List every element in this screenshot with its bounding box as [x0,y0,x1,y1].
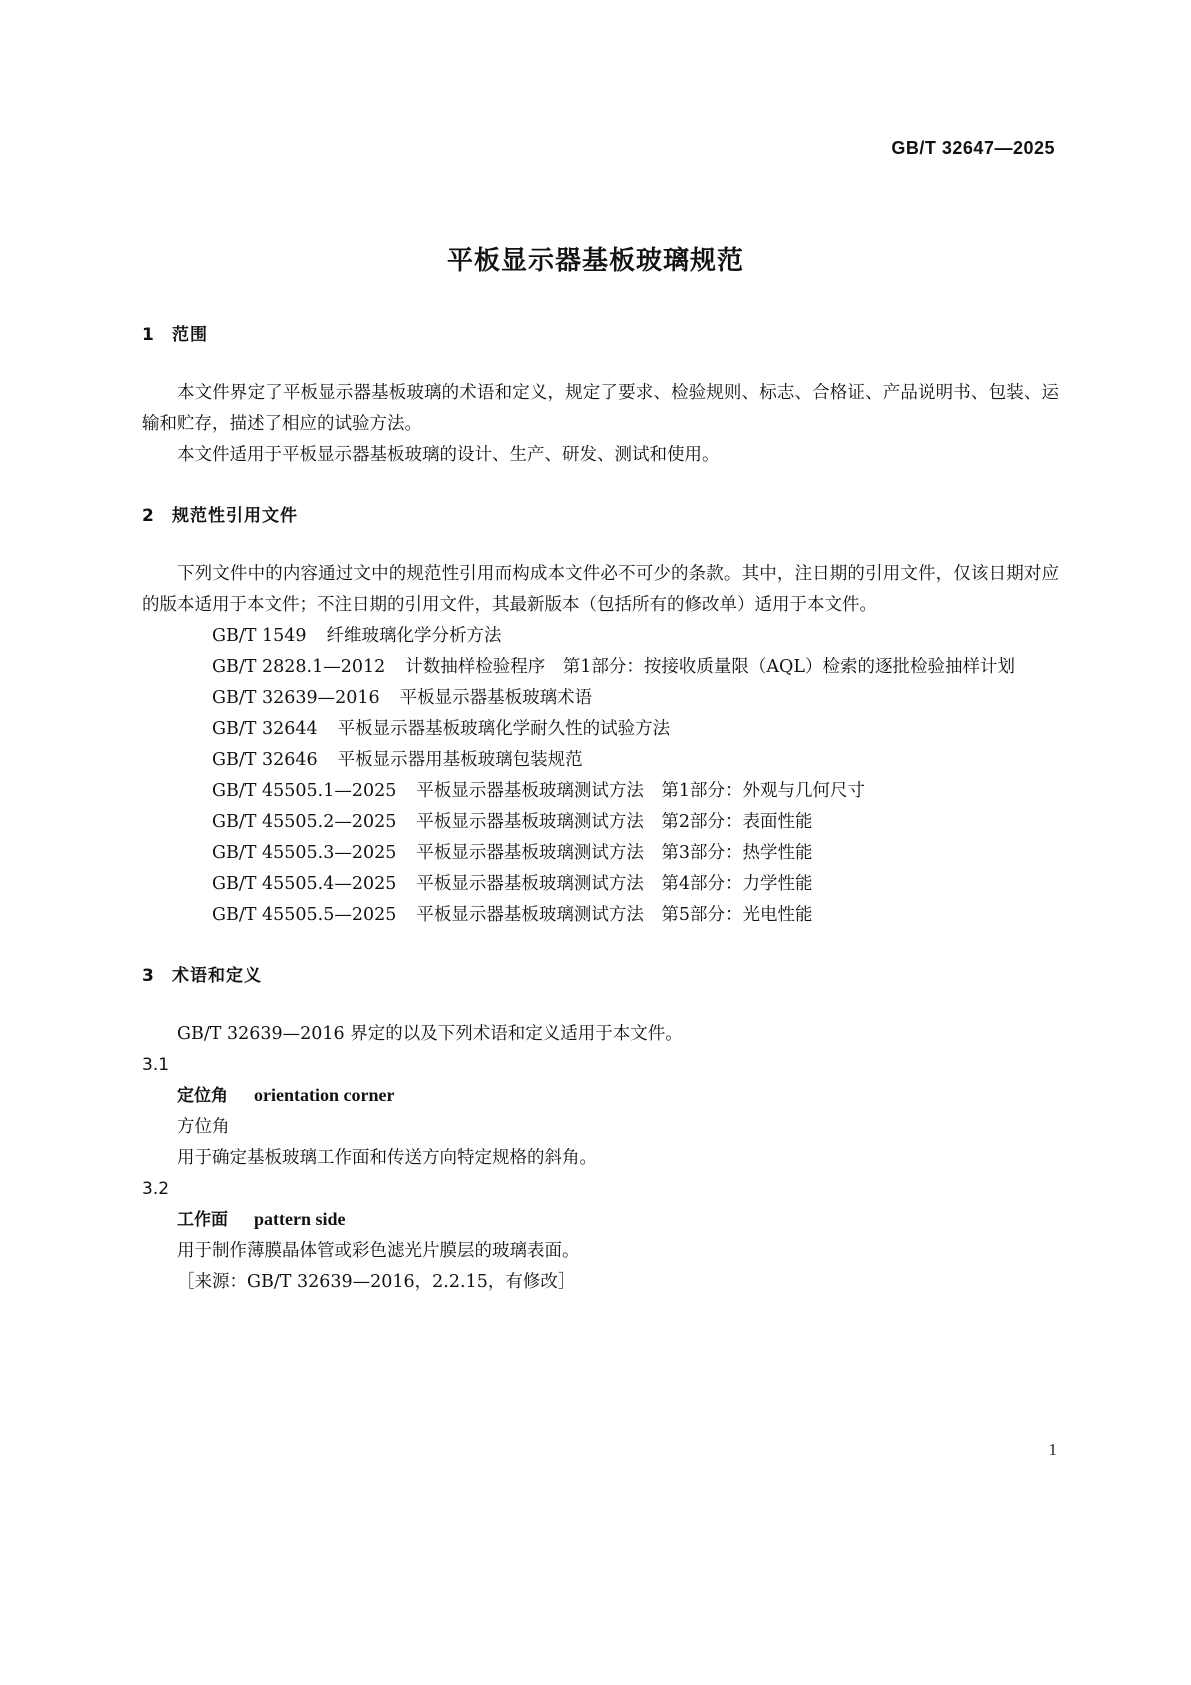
reference-item [142,900,1059,931]
reference-code: GB/T 32639—2016 [212,688,380,708]
reference-item [142,683,1059,714]
reference-code: GB/T 45505.3—2025 [212,843,397,863]
reference-item [142,869,1059,900]
reference-code: GB/T 32644 [212,719,318,739]
paragraph: 本文件适用于平板显示器基板玻璃的设计、生产、研发、测试和使用。 [177,445,720,465]
standard-code: GB/T 32647—2025 [891,138,1055,158]
reference-code: GB/T 1549 [212,626,307,646]
reference-title: 平板显示器基板玻璃术语 [399,688,593,708]
reference-item [142,776,1059,807]
reference-code: GB/T 45505.5—2025 [212,905,397,925]
reference-title: 平板显示器基板玻璃测试方法 第3部分：热学性能 [416,843,813,863]
reference-code: GB/T 45505.2—2025 [212,812,397,832]
term-heading [142,1080,1059,1112]
section-1-heading [142,320,1059,350]
term-number: 3.2 [142,1179,170,1199]
term-english: pattern side [254,1209,346,1229]
reference-title: 平板显示器基板玻璃测试方法 第5部分：光电性能 [416,905,813,925]
term-chinese: 工作面 [177,1210,228,1230]
section-title: 规范性引用文件 [172,506,298,526]
term-definition: 用于制作薄膜晶体管或彩色滤光片膜层的玻璃表面。 [177,1241,580,1261]
term-heading [142,1204,1059,1236]
reference-item [142,714,1059,745]
reference-code: GB/T 45505.4—2025 [212,874,397,894]
page-number: 1 [1048,1440,1057,1459]
reference-title: 平板显示器基板玻璃测试方法 第1部分：外观与几何尺寸 [416,781,866,801]
reference-item [142,838,1059,869]
reference-item [142,745,1059,776]
term-alternative: 方位角 [177,1117,230,1137]
section-number: 1 [142,325,154,345]
reference-list [142,621,1059,931]
reference-item [142,621,1059,652]
paragraph: GB/T 32639—2016 界定的以及下列术语和定义适用于本文件。 [177,1024,683,1044]
paragraph: 下列文件中的内容通过文中的规范性引用而构成本文件必不可少的条款。其中，注日期的引用文件，仅该日期对应的版本适用于本文件；不注日期的引用文件，其最新版本（包括所有的修改单）适用于本文件。 [142,564,1059,615]
term-number: 3.1 [142,1055,170,1075]
section-2-heading [142,501,1059,531]
reference-title: 纤维玻璃化学分析方法 [326,626,502,646]
section-number: 3 [142,966,154,986]
section-title: 术语和定义 [172,966,262,986]
paragraph: 本文件界定了平板显示器基板玻璃的术语和定义，规定了要求、检验规则、标志、合格证、产品说明书、包装、运输和贮存，描述了相应的试验方法。 [142,383,1059,434]
reference-item [142,807,1059,838]
reference-code: GB/T 32646 [212,750,318,770]
reference-title: 平板显示器基板玻璃测试方法 第4部分：力学性能 [416,874,813,894]
section-3-heading [142,961,1059,991]
reference-code: GB/T 2828.1—2012 [212,657,386,677]
reference-title: 平板显示器基板玻璃化学耐久性的试验方法 [337,719,671,739]
reference-title: 计数抽样检验程序 第1部分：按接收质量限（AQL）检索的逐批检验抽样计划 [405,657,1015,677]
term-chinese: 定位角 [177,1086,228,1106]
section-title: 范围 [172,325,208,345]
section-number: 2 [142,506,154,526]
term-source: ［来源：GB/T 32639—2016，2.2.15，有修改］ [177,1272,576,1292]
reference-title: 平板显示器基板玻璃测试方法 第2部分：表面性能 [416,812,813,832]
reference-code: GB/T 45505.1—2025 [212,781,397,801]
document-body [142,320,1059,1298]
term-english: orientation corner [254,1085,395,1105]
reference-item [142,652,1059,683]
term-definition: 用于确定基板玻璃工作面和传送方向特定规格的斜角。 [177,1148,597,1168]
document-title: 平板显示器基板玻璃规范 [446,246,744,276]
reference-title: 平板显示器用基板玻璃包装规范 [337,750,583,770]
